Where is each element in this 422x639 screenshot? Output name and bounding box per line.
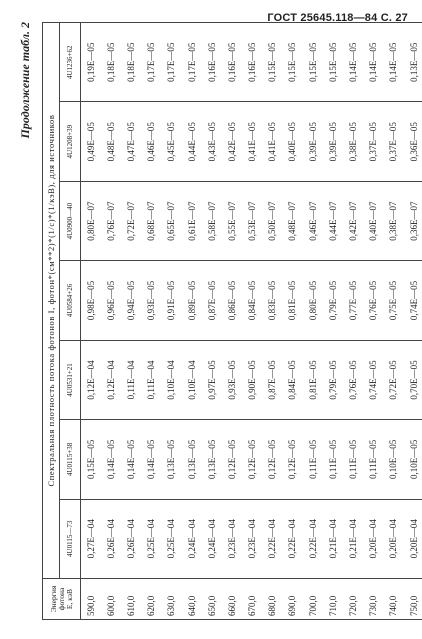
energy-cell: 670,0 xyxy=(242,579,262,620)
value-cell: 0,14Е—05 xyxy=(101,420,121,499)
table-row xyxy=(343,23,363,620)
value-cell: 0,20Е—04 xyxy=(404,499,422,578)
value-cell: 0,11Е—04 xyxy=(141,340,161,419)
energy-cell: 630,0 xyxy=(161,579,181,620)
value-cell: 0,44Е—07 xyxy=(323,181,343,260)
table-row xyxy=(202,23,222,620)
value-cell: 0,10Е—05 xyxy=(404,420,422,499)
energy-cell: 660,0 xyxy=(222,579,242,620)
value-cell: 0,25Е—04 xyxy=(141,499,161,578)
value-cell: 0,42Е—07 xyxy=(343,181,363,260)
value-cell: 0,76Е—05 xyxy=(343,340,363,419)
value-cell: 0,53Е—07 xyxy=(242,181,262,260)
table-body xyxy=(81,23,422,620)
source-column-header: 4U1208+39 xyxy=(60,102,81,181)
value-cell: 0,86Е—05 xyxy=(222,261,242,340)
value-cell: 0,36Е—05 xyxy=(404,102,422,181)
value-cell: 0,80Е—07 xyxy=(81,181,101,260)
value-cell: 0,87Е—05 xyxy=(202,261,222,340)
table-row xyxy=(383,23,403,620)
spectral-density-table xyxy=(42,22,422,620)
value-cell: 0,13Е—05 xyxy=(181,420,201,499)
value-cell: 0,22Е—04 xyxy=(282,499,302,578)
value-cell: 0,21Е—04 xyxy=(323,499,343,578)
value-cell: 0,17Е—05 xyxy=(161,23,181,102)
value-cell: 0,81Е—05 xyxy=(282,261,302,340)
value-cell: 0,11Е—05 xyxy=(343,420,363,499)
energy-cell: 750,0 xyxy=(404,579,422,620)
value-cell: 0,44Е—05 xyxy=(181,102,201,181)
energy-cell: 640,0 xyxy=(181,579,201,620)
energy-header-line: E, кэВ xyxy=(64,588,74,610)
value-cell: 0,80Е—05 xyxy=(303,261,323,340)
value-cell: 0,68Е—07 xyxy=(141,181,161,260)
value-cell: 0,12Е—05 xyxy=(242,420,262,499)
value-cell: 0,10Е—04 xyxy=(161,340,181,419)
value-cell: 0,81Е—05 xyxy=(303,340,323,419)
value-cell: 0,48Е—05 xyxy=(101,102,121,181)
table-row xyxy=(282,23,302,620)
value-cell: 0,46Е—05 xyxy=(141,102,161,181)
energy-cell: 730,0 xyxy=(363,579,383,620)
value-cell: 0,11Е—05 xyxy=(363,420,383,499)
value-cell: 0,13Е—05 xyxy=(161,420,181,499)
table-row xyxy=(363,23,383,620)
value-cell: 0,12Е—05 xyxy=(222,420,242,499)
value-cell: 0,26Е—04 xyxy=(101,499,121,578)
value-cell: 0,22Е—04 xyxy=(303,499,323,578)
energy-header-line: Энергия xyxy=(48,585,58,613)
value-cell: 0,72Е—05 xyxy=(383,340,403,419)
energy-cell: 680,0 xyxy=(262,579,282,620)
source-header-row xyxy=(60,23,81,620)
value-cell: 0,26Е—04 xyxy=(121,499,141,578)
source-column-header: 4U0531+21 xyxy=(60,340,81,419)
value-cell: 0,15Е—05 xyxy=(282,23,302,102)
value-cell: 0,74Е—05 xyxy=(363,340,383,419)
value-cell: 0,27Е—04 xyxy=(81,499,101,578)
value-cell: 0,87Е—05 xyxy=(262,340,282,419)
value-cell: 0,14Е—05 xyxy=(343,23,363,102)
value-cell: 0,11Е—05 xyxy=(303,420,323,499)
value-cell: 0,21Е—04 xyxy=(343,499,363,578)
table-row xyxy=(141,23,161,620)
value-cell: 0,12Е—05 xyxy=(282,420,302,499)
value-cell: 0,11Е—05 xyxy=(323,420,343,499)
value-cell: 0,24Е—04 xyxy=(181,499,201,578)
value-cell: 0,12Е—04 xyxy=(81,340,101,419)
value-cell: 0,58Е—07 xyxy=(202,181,222,260)
source-column-header: 4U0584+26 xyxy=(60,261,81,340)
value-cell: 0,12Е—04 xyxy=(101,340,121,419)
energy-cell: 700,0 xyxy=(303,579,323,620)
value-cell: 0,39Е—05 xyxy=(303,102,323,181)
value-cell: 0,17Е—05 xyxy=(141,23,161,102)
value-cell: 0,20Е—04 xyxy=(363,499,383,578)
value-cell: 0,89Е—05 xyxy=(181,261,201,340)
energy-cell: 600,0 xyxy=(101,579,121,620)
energy-cell: 740,0 xyxy=(383,579,403,620)
table-title: Спектральная плотность потока фотонов I, фотон*(см**2)*(1/с)*(1/кэВ), для источников xyxy=(43,23,60,579)
value-cell: 0,93Е—05 xyxy=(141,261,161,340)
value-cell: 0,83Е—05 xyxy=(262,261,282,340)
value-cell: 0,46Е—07 xyxy=(303,181,323,260)
value-cell: 0,15Е—05 xyxy=(303,23,323,102)
value-cell: 0,14Е—05 xyxy=(363,23,383,102)
value-cell: 0,76Е—05 xyxy=(363,261,383,340)
value-cell: 0,55Е—07 xyxy=(222,181,242,260)
table-row xyxy=(404,23,422,620)
value-cell: 0,97Е—05 xyxy=(202,340,222,419)
value-cell: 0,76Е—07 xyxy=(101,181,121,260)
value-cell: 0,40Е—05 xyxy=(282,102,302,181)
value-cell: 0,48Е—07 xyxy=(282,181,302,260)
value-cell: 0,40Е—07 xyxy=(363,181,383,260)
value-cell: 0,11Е—04 xyxy=(121,340,141,419)
value-cell: 0,47Е—05 xyxy=(121,102,141,181)
energy-cell: 710,0 xyxy=(323,579,343,620)
value-cell: 0,18Е—05 xyxy=(101,23,121,102)
source-column-header: 4U0115+38 xyxy=(60,420,81,499)
value-cell: 0,36Е—07 xyxy=(404,181,422,260)
energy-cell: 590,0 xyxy=(81,579,101,620)
value-cell: 0,61Е—07 xyxy=(181,181,201,260)
value-cell: 0,74Е—05 xyxy=(404,261,422,340)
value-cell: 0,13Е—05 xyxy=(202,420,222,499)
value-cell: 0,49Е—05 xyxy=(81,102,101,181)
value-cell: 0,65Е—07 xyxy=(161,181,181,260)
value-cell: 0,10Е—04 xyxy=(181,340,201,419)
value-cell: 0,16Е—05 xyxy=(242,23,262,102)
energy-cell: 690,0 xyxy=(282,579,302,620)
rotated-table-block xyxy=(12,20,422,620)
value-cell: 0,90Е—05 xyxy=(242,340,262,419)
value-cell: 0,39Е—05 xyxy=(323,102,343,181)
value-cell: 0,94Е—05 xyxy=(121,261,141,340)
value-cell: 0,23Е—04 xyxy=(222,499,242,578)
value-cell: 0,70Е—05 xyxy=(404,340,422,419)
value-cell: 0,14Е—05 xyxy=(141,420,161,499)
value-cell: 0,15Е—05 xyxy=(81,420,101,499)
value-cell: 0,13Е—05 xyxy=(404,23,422,102)
value-cell: 0,91Е—05 xyxy=(161,261,181,340)
table-row xyxy=(121,23,141,620)
value-cell: 0,75Е—05 xyxy=(383,261,403,340)
energy-cell: 720,0 xyxy=(343,579,363,620)
source-column-header: 4U0900—40 xyxy=(60,181,81,260)
value-cell: 0,18Е—05 xyxy=(121,23,141,102)
table-row xyxy=(81,23,101,620)
value-cell: 0,42Е—05 xyxy=(222,102,242,181)
value-cell: 0,37Е—05 xyxy=(363,102,383,181)
value-cell: 0,98Е—05 xyxy=(81,261,101,340)
value-cell: 0,45Е—05 xyxy=(161,102,181,181)
source-column-header: 4U1236+62 xyxy=(60,23,81,102)
value-cell: 0,43Е—05 xyxy=(202,102,222,181)
energy-cell: 610,0 xyxy=(121,579,141,620)
energy-column-header xyxy=(43,579,81,620)
value-cell: 0,20Е—04 xyxy=(383,499,403,578)
value-cell: 0,79Е—05 xyxy=(323,340,343,419)
value-cell: 0,84Е—05 xyxy=(242,261,262,340)
table-continuation-label: Продолжение табл. 2 xyxy=(18,22,32,139)
table-row xyxy=(181,23,201,620)
value-cell: 0,77Е—05 xyxy=(343,261,363,340)
table-row xyxy=(222,23,242,620)
value-cell: 0,16Е—05 xyxy=(202,23,222,102)
value-cell: 0,38Е—05 xyxy=(343,102,363,181)
table-row xyxy=(323,23,343,620)
value-cell: 0,22Е—04 xyxy=(262,499,282,578)
value-cell: 0,16Е—05 xyxy=(222,23,242,102)
value-cell: 0,24Е—04 xyxy=(202,499,222,578)
value-cell: 0,14Е—05 xyxy=(121,420,141,499)
value-cell: 0,41Е—05 xyxy=(262,102,282,181)
value-cell: 0,23Е—04 xyxy=(242,499,262,578)
energy-cell: 620,0 xyxy=(141,579,161,620)
table-row xyxy=(262,23,282,620)
value-cell: 0,50Е—07 xyxy=(262,181,282,260)
value-cell: 0,25Е—04 xyxy=(161,499,181,578)
value-cell: 0,17Е—05 xyxy=(181,23,201,102)
value-cell: 0,12Е—05 xyxy=(262,420,282,499)
energy-cell: 650,0 xyxy=(202,579,222,620)
table-row xyxy=(303,23,323,620)
value-cell: 0,96Е—05 xyxy=(101,261,121,340)
value-cell: 0,10Е—05 xyxy=(383,420,403,499)
value-cell: 0,41Е—05 xyxy=(242,102,262,181)
table-row xyxy=(101,23,121,620)
value-cell: 0,15Е—05 xyxy=(323,23,343,102)
value-cell: 0,93Е—05 xyxy=(222,340,242,419)
table-row xyxy=(242,23,262,620)
value-cell: 0,14Е—05 xyxy=(383,23,403,102)
value-cell: 0,84Е—05 xyxy=(282,340,302,419)
value-cell: 0,72Е—07 xyxy=(121,181,141,260)
value-cell: 0,37Е—05 xyxy=(383,102,403,181)
value-cell: 0,79Е—05 xyxy=(323,261,343,340)
source-column-header: 4U0115—73 xyxy=(60,499,81,578)
page-header: ГОСТ 25645.118—84 С. 27 xyxy=(267,12,408,24)
value-cell: 0,15Е—05 xyxy=(262,23,282,102)
value-cell: 0,38Е—07 xyxy=(383,181,403,260)
value-cell: 0,19Е—05 xyxy=(81,23,101,102)
energy-header-line: фотона xyxy=(56,587,66,611)
table-row xyxy=(161,23,181,620)
